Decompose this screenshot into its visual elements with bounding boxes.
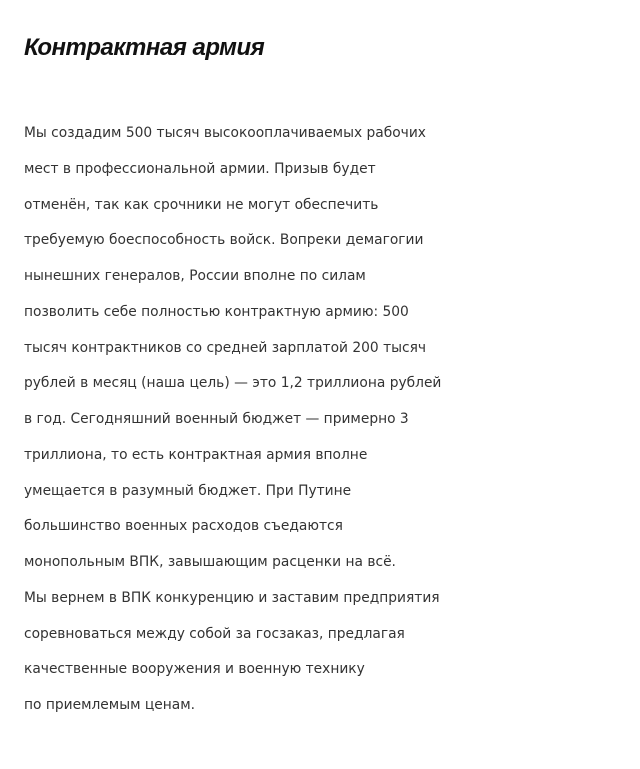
- paragraph-line: Мы создадим 500 тысяч высокооплачиваемых рабочих: [24, 125, 426, 141]
- paragraph-line: монопольным ВПК, завышающим расценки на всё.: [24, 554, 396, 570]
- paragraph-line: качественные вооружения и военную технику: [24, 661, 365, 678]
- paragraph-line: мест в профессиональной армии. Призыв будет: [24, 160, 376, 177]
- article-paragraph: [24, 116, 624, 724]
- paragraph-line: требуемую боеспособность войск. Вопреки демагогии: [24, 232, 424, 249]
- paragraph-line: большинство военных расходов съедаются: [24, 518, 343, 535]
- paragraph-line: соревноваться между собой за госзаказ, предлагая: [24, 625, 405, 642]
- paragraph-line: триллиона, то есть контрактная армия вполне: [24, 446, 368, 463]
- paragraph-line: отменён, так как срочники не могут обеспечить: [24, 196, 379, 213]
- paragraph-line: нынешних генералов, России вполне по силам: [24, 268, 366, 284]
- paragraph-line: умещается в разумный бюджет. При Путине: [24, 482, 352, 499]
- section-title: Контрактная армия: [24, 34, 265, 61]
- paragraph-line: по приемлемым ценам.: [24, 697, 196, 713]
- paragraph-line: Мы вернем в ВПК конкуренцию и заставим предприятия: [24, 589, 440, 606]
- paragraph-line: тысяч контрактников со средней зарплатой 200 тысяч: [24, 339, 427, 356]
- paragraph-line: в год. Сегодняшний военный бюджет — примерно 3: [24, 411, 409, 427]
- paragraph-line: позволить себе полностью контрактную армию: 500: [24, 303, 409, 320]
- paragraph-line: рублей в месяц (наша цель) — это 1,2 триллиона рублей: [24, 375, 442, 392]
